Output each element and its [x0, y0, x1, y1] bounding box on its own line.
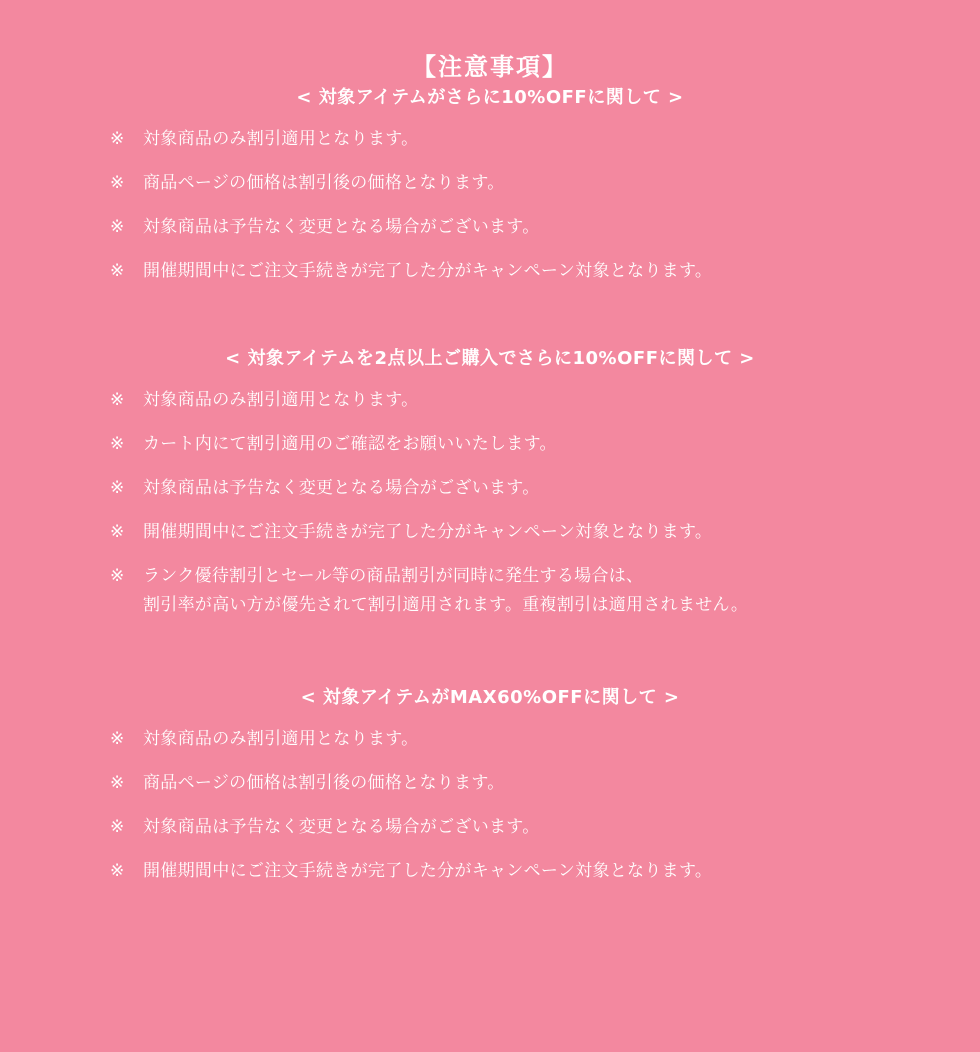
reference-mark: ※	[110, 522, 125, 542]
reference-mark: ※	[110, 129, 125, 149]
notice-list	[0, 125, 980, 286]
section-heading: < 対象アイテムがMAX60%OFFに関して >	[300, 687, 680, 708]
notice-text	[143, 769, 505, 798]
notice-text	[143, 430, 557, 459]
notice-item	[110, 518, 980, 547]
notice-text	[143, 169, 505, 198]
reference-mark: ※	[110, 434, 125, 454]
page-title: 【注意事項】	[412, 53, 568, 82]
notice-text	[143, 257, 712, 286]
reference-mark: ※	[110, 478, 125, 498]
notice-text-line: 開催期間中にご注文手続きが完了した分がキャンペーン対象となります。	[143, 261, 713, 281]
notice-text-line: ランク優待割引とセール等の商品割引が同時に発生する場合は、	[143, 566, 644, 586]
notice-item	[110, 474, 980, 503]
notice-text-line: 対象商品は予告なく変更となる場合がございます。	[143, 817, 540, 837]
section-10-off	[0, 85, 980, 301]
notice-item	[110, 430, 980, 459]
notice-text	[143, 725, 418, 754]
reference-mark: ※	[110, 566, 125, 586]
notice-text-line: カート内にて割引適用のご確認をお願いいたします。	[143, 434, 557, 454]
notice-text	[143, 562, 748, 620]
notice-text	[143, 386, 418, 415]
section-2-items-10-off	[0, 346, 980, 635]
notice-text-line: 対象商品は予告なく変更となる場合がございます。	[143, 217, 540, 237]
reference-mark: ※	[110, 217, 125, 237]
notice-text	[143, 213, 540, 242]
notice-item	[110, 125, 980, 154]
notice-item	[110, 386, 980, 415]
notice-text-line: 商品ページの価格は割引後の価格となります。	[143, 773, 505, 793]
notice-text-line: 開催期間中にご注文手続きが完了した分がキャンペーン対象となります。	[143, 522, 713, 542]
notice-item	[110, 562, 980, 620]
notice-item	[110, 257, 980, 286]
reference-mark: ※	[110, 729, 125, 749]
section-heading: < 対象アイテムがさらに10%OFFに関して >	[296, 87, 684, 108]
notice-text	[143, 474, 540, 503]
reference-mark: ※	[110, 817, 125, 837]
notice-text	[143, 857, 712, 886]
reference-mark: ※	[110, 390, 125, 410]
notice-text	[143, 813, 540, 842]
notice-list	[0, 386, 980, 620]
section-heading: < 対象アイテムを2点以上ご購入でさらに10%OFFに関して >	[225, 348, 755, 369]
reference-mark: ※	[110, 773, 125, 793]
notice-text-line: 対象商品は予告なく変更となる場合がございます。	[143, 478, 540, 498]
notice-item	[110, 769, 980, 798]
notice-text-line: 対象商品のみ割引適用となります。	[143, 129, 419, 149]
notice-text	[143, 518, 712, 547]
reference-mark: ※	[110, 173, 125, 193]
notice-text-line: 商品ページの価格は割引後の価格となります。	[143, 173, 505, 193]
notice-text-line: 対象商品のみ割引適用となります。	[143, 390, 419, 410]
reference-mark: ※	[110, 261, 125, 281]
notice-item	[110, 725, 980, 754]
notice-text-line: 開催期間中にご注文手続きが完了した分がキャンペーン対象となります。	[143, 861, 713, 881]
notice-item	[110, 857, 980, 886]
reference-mark: ※	[110, 861, 125, 881]
notice-item	[110, 213, 980, 242]
notice-item	[110, 169, 980, 198]
notice-list	[0, 725, 980, 886]
notice-text-line: 割引率が高い方が優先されて割引適用されます。重複割引は適用されません。	[143, 595, 749, 615]
notice-item	[110, 813, 980, 842]
notice-text	[143, 125, 418, 154]
notice-text-line: 対象商品のみ割引適用となります。	[143, 729, 419, 749]
section-max-60-off	[0, 685, 980, 901]
